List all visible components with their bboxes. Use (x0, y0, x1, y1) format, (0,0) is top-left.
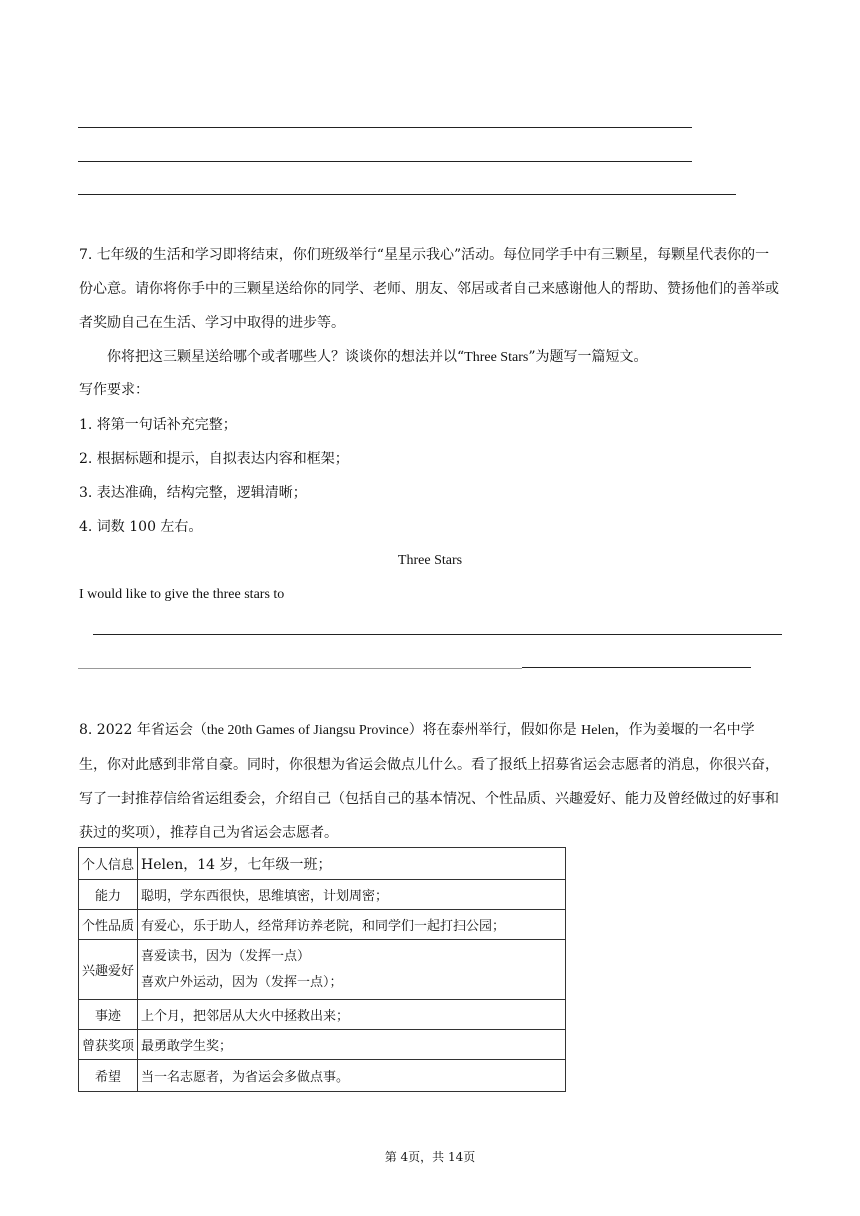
table-value-line: 喜爱读书，因为（发挥一点） (141, 948, 311, 964)
q7-instruction-title: Three Stars (464, 350, 529, 365)
q8-prompt-before: 8. 2022 年省运会（ (79, 722, 207, 738)
q7-instruction-after: ”为题写一篇短文。 (528, 349, 648, 365)
q7-requirement: 1. 将第一句话补充完整； (79, 417, 237, 433)
q7-instruction-before: 你将把这三颗星送给哪个或者哪些人？谈谈你的想法并以“ (107, 349, 465, 365)
q7-requirement: 3. 表达准确，结构完整，逻辑清晰； (79, 485, 307, 501)
q7-requirement: 2. 根据标题和提示，自拟表达内容和框架； (79, 451, 349, 467)
table-key: 兴趣爱好 (79, 940, 138, 1000)
q7-requirements-heading: 写作要求： (79, 382, 149, 398)
table-value: Helen，14 岁，七年级一班； (138, 848, 566, 880)
q8-prompt-en1: the 20th Games of Jiangsu Province (206, 723, 409, 738)
table-key: 能力 (79, 880, 138, 910)
essay-line (93, 634, 782, 635)
table-row (79, 940, 566, 1000)
table-key: 个人信息 (79, 848, 138, 880)
essay-first-sentence: I would like to give the three stars to (79, 587, 285, 602)
table-row (79, 848, 566, 880)
table-value: 当一名志愿者，为省运会多做点事。 (138, 1060, 566, 1092)
q8-prompt-mid: ）将在泰州举行，假如你是 (408, 722, 582, 738)
table-row (79, 880, 566, 910)
table-row (79, 1060, 566, 1092)
essay-line (522, 667, 751, 668)
table-value: 有爱心，乐于助人，经常拜访养老院，和同学们一起打扫公园； (138, 910, 566, 940)
q7-requirement: 4. 词数 100 左右。 (79, 519, 203, 535)
table-key: 事迹 (79, 1000, 138, 1030)
q8-prompt-en2: Helen (581, 723, 615, 738)
answer-line (78, 161, 692, 162)
table-key: 个性品质 (79, 910, 138, 940)
q8-prompt (79, 713, 779, 850)
table-key: 希望 (79, 1060, 138, 1092)
answer-line (78, 194, 736, 195)
q7-prompt: 7. 七年级的生活和学习即将结束，你们班级举行“星星示我心”活动。每位同学手中有三颗星，每颗星代表你的一份心意。请你将你手中的三颗星送给你的同学、老师、朋友、邻居或者自己来感谢他人的帮助、赞扬他们的善举或者奖励自己在生活、学习中取得的进步等。 (79, 247, 779, 331)
table-value: 最勇敢学生奖； (138, 1030, 566, 1060)
table-row (79, 1000, 566, 1030)
table-value: 聪明，学东西很快，思维填密，计划周密； (138, 880, 566, 910)
q8-prompt-after: ，作为姜堰的一名中学生，你对此感到非常自豪。同时，你很想为省运会做点儿什么。看了报纸上招募省运会志愿者的消息，你很兴奋，写了一封推荐信给省运组委会，介绍自己（包括自己的基本情况、个性品质、兴趣爱好、能力及曾经做过的好事和获过的奖项），推荐自己为省运会志愿者。 (79, 722, 779, 841)
table-row (79, 1030, 566, 1060)
info-table (78, 847, 566, 1092)
answer-line (78, 127, 692, 128)
table-value: 上个月，把邻居从大火中拯救出来； (138, 1000, 566, 1030)
essay-title: Three Stars (397, 553, 463, 568)
table-key: 曾获奖项 (79, 1030, 138, 1060)
essay-line (78, 668, 522, 669)
table-value-line: 喜欢户外运动，因为（发挥一点）； (141, 974, 343, 990)
table-row (79, 910, 566, 940)
page-number: 第 4页，共 14页 (384, 1150, 476, 1164)
table-value (138, 940, 566, 1000)
q7-instruction (79, 340, 779, 375)
